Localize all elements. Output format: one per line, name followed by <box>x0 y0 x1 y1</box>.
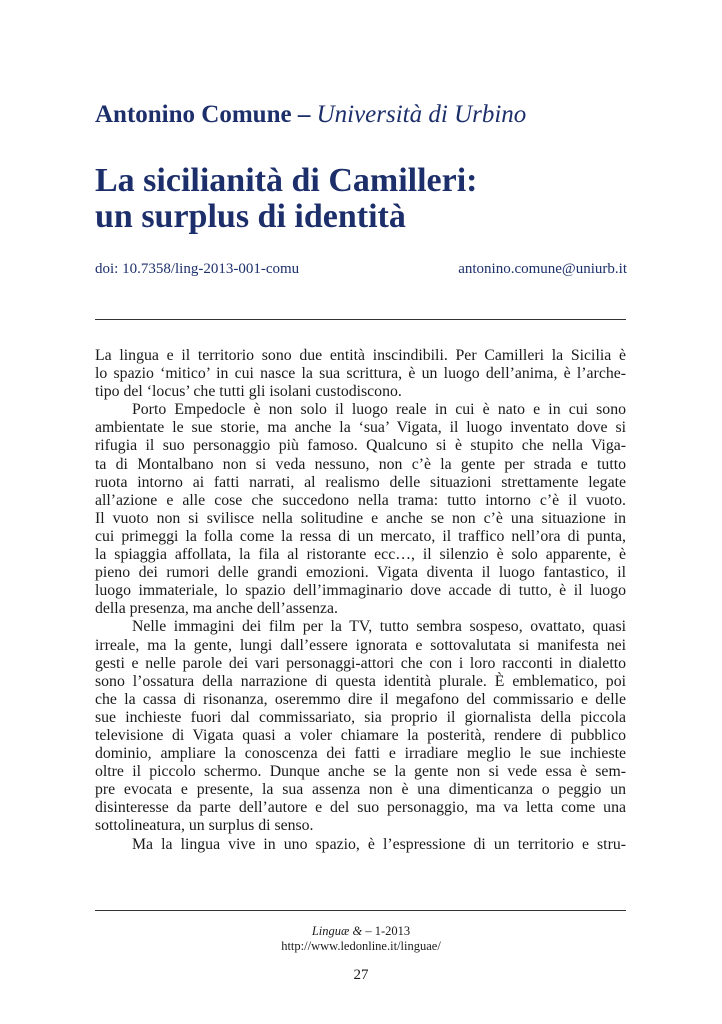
body-line: dominio, ampliare la conoscenza dei fatti e irradiare meglio le sue inchieste <box>95 745 626 763</box>
body-line: ta di Montalbano non si veda nessuno, non c’è la gente per strada e tutto <box>95 455 626 473</box>
body-line: pre evocata e presente, la sua assenza non è una dimenticanza o peggio un <box>95 781 626 799</box>
paragraph-2 <box>95 401 626 618</box>
body-line: oltre il piccolo schermo. Dunque anche se la gente non si vede essa è sem- <box>95 763 626 781</box>
article-title <box>95 163 477 235</box>
author-email-link[interactable]: antonino.comune@uniurb.it <box>458 261 627 277</box>
body-line: pieno dei rumori delle grandi emozioni. Vigata diventa il luogo fantastico, il <box>95 564 626 582</box>
body-line: sue inchieste fuori dal commissariato, sia proprio il giornalista della piccola <box>95 708 626 726</box>
body-line: sottolineatura, un surplus di senso. <box>95 817 314 835</box>
footer-divider <box>95 910 626 911</box>
paragraph-3 <box>95 618 626 835</box>
header-divider <box>95 319 626 320</box>
body-line: rifugia il suo personaggio più famoso. Qualcuno si è stupito che nella Viga- <box>95 437 626 455</box>
body-line: tipo del ‘locus’ che tutti gli isolani custodiscono. <box>95 383 402 401</box>
body-line: Porto Empedocle è non solo il luogo reale in cui è nato e in cui sono <box>132 401 626 419</box>
doi-link[interactable]: doi: 10.7358/ling-2013-001-comu <box>95 261 300 277</box>
body-line: Ma la lingua vive in uno spazio, è l’espressione di un territorio e stru- <box>132 835 626 853</box>
body-line: ambientate le sue storie, ma anche la ‘sua’ Vigata, il luogo inventato dove si <box>95 419 626 437</box>
title-line-2: un surplus di identità <box>95 198 406 235</box>
author-affiliation: Università di Urbino <box>316 101 527 128</box>
author-line <box>95 101 526 129</box>
title-line-1: La sicilianità di Camilleri: <box>95 162 478 199</box>
author-separator: – <box>291 101 317 128</box>
article-body <box>95 347 626 854</box>
body-line: cui primeggi la folla come la ressa di un mercato, il traffico nell’ora di punta, <box>95 527 626 545</box>
body-line: disinteresse da parte dell’autore e del suo personaggio, ma va letta come una <box>95 799 626 817</box>
page-number: 27 <box>353 967 369 983</box>
paragraph-1 <box>95 347 626 401</box>
footer-journal-line <box>0 924 722 939</box>
body-line: Nelle immagini dei film per la TV, tutto sembra sospeso, ovattato, quasi <box>132 618 626 636</box>
body-line: televisione di Vigata quasi a voler chiamare la posterità, rendere di pubblico <box>95 726 626 744</box>
body-line: la spiaggia affollata, la fila al ristorante ecc…, il silenzio è solo apparente, è <box>95 546 626 564</box>
journal-name: Linguæ & <box>311 924 363 938</box>
paragraph-4 <box>95 836 626 854</box>
body-line: La lingua e il territorio sono due entità inscindibili. Per Camilleri la Sicilia è <box>95 347 626 364</box>
body-line: che la cassa di risonanza, oseremmo dire il megafono del commissario e delle <box>95 690 626 708</box>
body-line: irreale, ma la gente, lungi dall’essere ignorata e sottovalutata si manifesta nei <box>95 636 626 654</box>
body-line: Il vuoto non si svilisce nella solitudine e anche se non c’è una situazione in <box>95 509 626 527</box>
footer-url-link[interactable]: http://www.ledonline.it/linguae/ <box>281 939 441 953</box>
body-line: della presenza, ma anche dell’assenza. <box>95 600 338 618</box>
body-line: ruota intorno ai fatti narrati, al realismo delle situazioni strettamente legate <box>95 473 626 491</box>
body-line: sono l’ossatura della narrazione di questa identità plurale. È emblematico, poi <box>95 672 626 690</box>
body-line: gesti e nelle parole dei vari personaggi-attori che con i loro racconti in dialetto <box>95 654 626 672</box>
body-line: lo spazio ‘mitico’ in cui nasce la sua scrittura, è un luogo dell’anima, è l’arche- <box>95 365 626 383</box>
journal-issue: – 1-2013 <box>362 924 411 938</box>
body-line: all’azione e alle cose che succedono nella trama: tutto intorno c’è il vuoto. <box>95 491 626 509</box>
body-line: luogo immateriale, lo spazio dell’immaginario dove accade di tutto, è il luogo <box>95 582 626 600</box>
author-name: Antonino Comune <box>95 101 292 128</box>
